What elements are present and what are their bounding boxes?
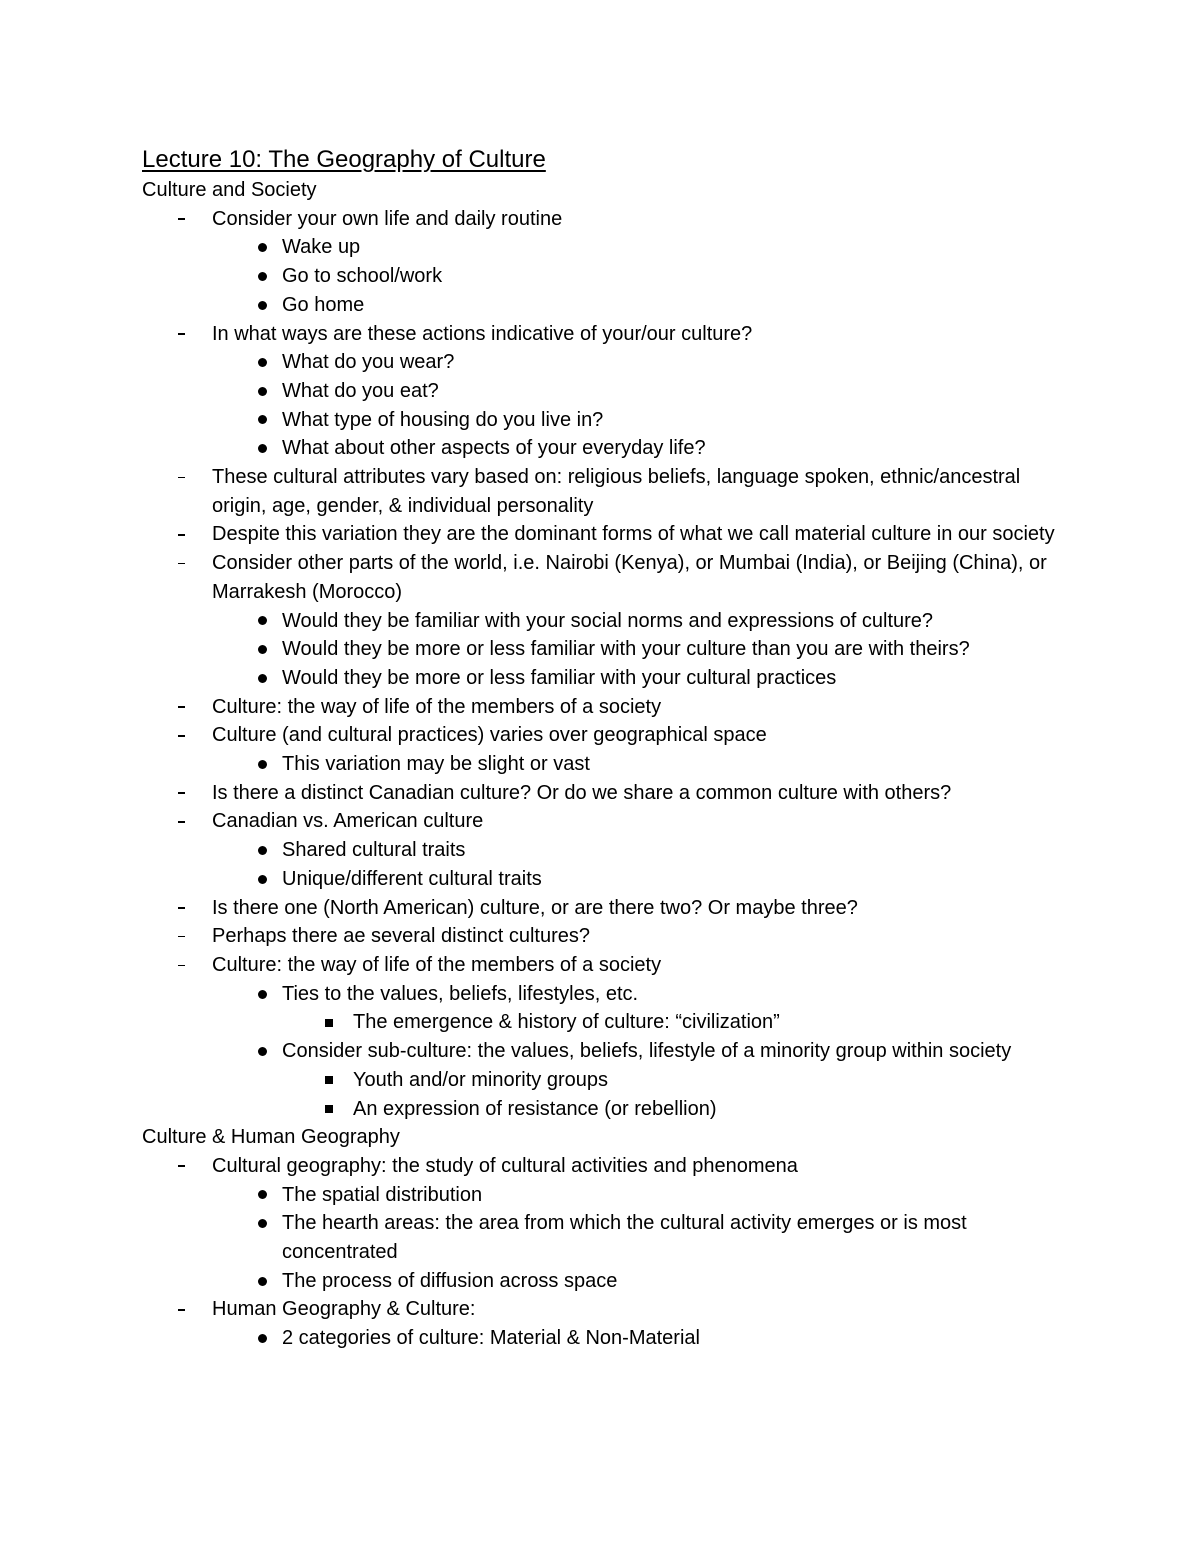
list-marker	[174, 693, 188, 722]
list-marker	[255, 750, 269, 779]
outline-item	[142, 1324, 1062, 1353]
dash-icon	[178, 965, 185, 967]
bullet-icon	[258, 645, 267, 654]
square-icon	[325, 1019, 333, 1027]
list-marker	[174, 320, 188, 349]
outline-item-text: What do you wear?	[282, 351, 455, 374]
dash-icon	[178, 821, 185, 823]
dash-icon	[178, 936, 185, 938]
bullet-icon	[258, 301, 267, 310]
bullet-icon	[258, 387, 267, 396]
outline-item-text: Cultural geography: the study of cultural activities and phenomena	[212, 1154, 798, 1177]
outline-item-text: Youth and/or minority groups	[353, 1068, 608, 1091]
bullet-icon	[258, 444, 267, 453]
outline-item	[142, 951, 1062, 980]
dash-icon	[178, 333, 185, 335]
outline-item-text: The hearth areas: the area from which the cultural activity emerges or is most concentrated	[282, 1212, 967, 1264]
outline-item	[142, 320, 1062, 349]
outline-item	[142, 1267, 1062, 1296]
list-marker	[255, 377, 269, 406]
outline-item-text: These cultural attributes vary based on: religious beliefs, language spoken, ethnic/ancestral origin, age, gender, & individual personality	[212, 466, 1021, 517]
bullet-icon	[258, 1047, 267, 1056]
outline-item	[142, 1152, 1062, 1181]
list-marker	[255, 406, 269, 435]
outline-item-text: Would they be more or less familiar with your cultural practices	[282, 666, 837, 689]
outline-item-text: Culture: the way of life of the members of a society	[212, 953, 662, 976]
outline-item	[142, 291, 1062, 320]
outline-item-text: Go home	[282, 293, 365, 316]
list-marker	[174, 807, 188, 836]
outline-list-level-2	[142, 836, 1062, 893]
outline-item-text: The process of diffusion across space	[282, 1269, 618, 1292]
square-icon	[325, 1076, 333, 1084]
outline-item-text: What do you eat?	[282, 379, 439, 402]
dash-icon	[178, 706, 185, 708]
list-marker	[255, 233, 269, 262]
outline-item	[142, 434, 1062, 463]
bullet-icon	[258, 846, 267, 855]
outline-list-level-2	[142, 750, 1062, 779]
list-marker	[322, 1008, 336, 1037]
dash-icon	[178, 477, 185, 479]
outline-item-text: In what ways are these actions indicative of your/our culture?	[212, 322, 753, 345]
outline-item	[142, 1181, 1062, 1210]
list-marker	[174, 1295, 188, 1324]
list-marker	[174, 779, 188, 808]
page-title: Lecture 10: The Geography of Culture	[142, 146, 546, 173]
outline-item-text: Consider other parts of the world, i.e. Nairobi (Kenya), or Mumbai (India), or Beijing (China), or Marrakesh (Morocco)	[212, 552, 1047, 603]
list-marker	[255, 291, 269, 320]
outline-list-level-2	[142, 233, 1062, 319]
outline-item-text: What about other aspects of your everyday life?	[282, 437, 706, 460]
outline-item	[142, 205, 1062, 234]
outline-item	[142, 520, 1062, 549]
list-marker	[255, 635, 269, 664]
outline-item	[142, 693, 1062, 722]
list-marker	[174, 721, 188, 750]
outline-item-text: Is there a distinct Canadian culture? Or do we share a common culture with others?	[212, 781, 952, 804]
bullet-icon	[258, 272, 267, 281]
outline-item	[142, 922, 1062, 951]
outline-item-text: Go to school/work	[282, 265, 443, 288]
list-marker	[255, 664, 269, 693]
outline-item-text: The emergence & history of culture: “civilization”	[353, 1011, 780, 1034]
outline-item	[142, 865, 1062, 894]
outline-item	[142, 262, 1062, 291]
outline-item	[142, 894, 1062, 923]
list-marker	[174, 520, 188, 549]
outline-item-text: Would they be more or less familiar with your culture than you are with theirs?	[282, 638, 970, 661]
bullet-icon	[258, 415, 267, 424]
list-marker	[255, 1181, 269, 1210]
list-marker	[322, 1095, 336, 1124]
list-marker	[255, 434, 269, 463]
bullet-icon	[258, 358, 267, 367]
bullet-icon	[258, 1334, 267, 1343]
list-marker	[255, 1267, 269, 1296]
list-marker	[174, 894, 188, 923]
outline-item	[142, 980, 1062, 1009]
outline-item	[142, 1066, 1062, 1095]
outline-item	[142, 1095, 1062, 1124]
outline-item	[142, 1295, 1062, 1324]
outline-item-text: Consider your own life and daily routine	[212, 207, 563, 230]
outline-item	[142, 1209, 1062, 1266]
outline-item-text: Perhaps there ae several distinct cultures?	[212, 925, 590, 948]
list-marker	[255, 836, 269, 865]
outline-item	[142, 463, 1062, 520]
outline-list-level-2	[142, 1181, 1062, 1296]
outline-item-text: Would they be familiar with your social norms and expressions of culture?	[282, 609, 934, 632]
section-heading: Culture & Human Geography	[142, 1126, 400, 1149]
list-marker	[255, 1037, 269, 1066]
dash-icon	[178, 1309, 185, 1311]
dash-icon	[178, 534, 185, 536]
outline-list-level-1	[142, 205, 1062, 1124]
outline-item	[142, 807, 1062, 836]
dash-icon	[178, 563, 185, 565]
list-marker	[255, 865, 269, 894]
outline-item-text: Unique/different cultural traits	[282, 867, 542, 890]
outline-item	[142, 377, 1062, 406]
list-marker	[255, 1209, 269, 1238]
list-marker	[174, 463, 188, 492]
list-marker	[255, 980, 269, 1009]
outline-list-level-3	[142, 1008, 1062, 1037]
list-marker	[255, 607, 269, 636]
outline-item	[142, 664, 1062, 693]
list-marker	[174, 1152, 188, 1181]
outline-list-level-2	[142, 607, 1062, 693]
outline-list-level-2	[142, 980, 1062, 1124]
bullet-icon	[258, 616, 267, 625]
list-marker	[255, 262, 269, 291]
outline-list-level-1	[142, 1152, 1062, 1353]
list-marker	[255, 348, 269, 377]
outline-item-text: What type of housing do you live in?	[282, 408, 604, 431]
bullet-icon	[258, 243, 267, 252]
outline-item	[142, 406, 1062, 435]
dash-icon	[178, 907, 185, 909]
outline-item	[142, 721, 1062, 750]
outline-item-text: Shared cultural traits	[282, 839, 466, 862]
outline-item-text: Culture (and cultural practices) varies over geographical space	[212, 724, 767, 747]
outline-item-text: Is there one (North American) culture, or are there two? Or maybe three?	[212, 896, 858, 919]
outline-item	[142, 779, 1062, 808]
outline-item-text: Wake up	[282, 236, 361, 259]
outline-item-text: This variation may be slight or vast	[282, 753, 590, 776]
dash-icon	[178, 1165, 185, 1167]
outline-list-level-2	[142, 348, 1062, 463]
outline-item	[142, 1008, 1062, 1037]
outline-item-text: Consider sub-culture: the values, beliefs, lifestyle of a minority group within society	[282, 1040, 1012, 1063]
square-icon	[325, 1105, 333, 1113]
outline-content	[142, 176, 1062, 1353]
outline-item	[142, 836, 1062, 865]
outline-list-level-2	[142, 1324, 1062, 1353]
outline-item-text: An expression of resistance (or rebellion)	[353, 1097, 717, 1120]
outline-item	[142, 549, 1062, 606]
bullet-icon	[258, 1190, 267, 1199]
bullet-icon	[258, 674, 267, 683]
bullet-icon	[258, 760, 267, 769]
outline-item-text: Canadian vs. American culture	[212, 810, 484, 833]
outline-item	[142, 635, 1062, 664]
outline-list-level-3	[142, 1066, 1062, 1123]
bullet-icon	[258, 875, 267, 884]
outline-item-text: The spatial distribution	[282, 1183, 483, 1206]
dash-icon	[178, 218, 185, 220]
list-marker	[255, 1324, 269, 1353]
list-marker	[174, 922, 188, 951]
bullet-icon	[258, 990, 267, 999]
list-marker	[174, 951, 188, 980]
dash-icon	[178, 792, 185, 794]
outline-item-text: Human Geography & Culture:	[212, 1298, 476, 1321]
bullet-icon	[258, 1277, 267, 1286]
outline-item-text: Despite this variation they are the dominant forms of what we call material culture in our society	[212, 523, 1055, 546]
outline-item	[142, 348, 1062, 377]
bullet-icon	[258, 1219, 267, 1228]
outline-item-text: Culture: the way of life of the members of a society	[212, 695, 662, 718]
section-heading: Culture and Society	[142, 179, 317, 201]
list-marker	[174, 205, 188, 234]
dash-icon	[178, 735, 185, 737]
outline-item-text: 2 categories of culture: Material & Non-Material	[282, 1327, 700, 1350]
list-marker	[322, 1066, 336, 1095]
list-marker	[174, 549, 188, 578]
outline-item	[142, 1037, 1062, 1066]
outline-item	[142, 750, 1062, 779]
outline-item	[142, 607, 1062, 636]
outline-item-text: Ties to the values, beliefs, lifestyles, etc.	[282, 982, 639, 1005]
outline-item	[142, 233, 1062, 262]
